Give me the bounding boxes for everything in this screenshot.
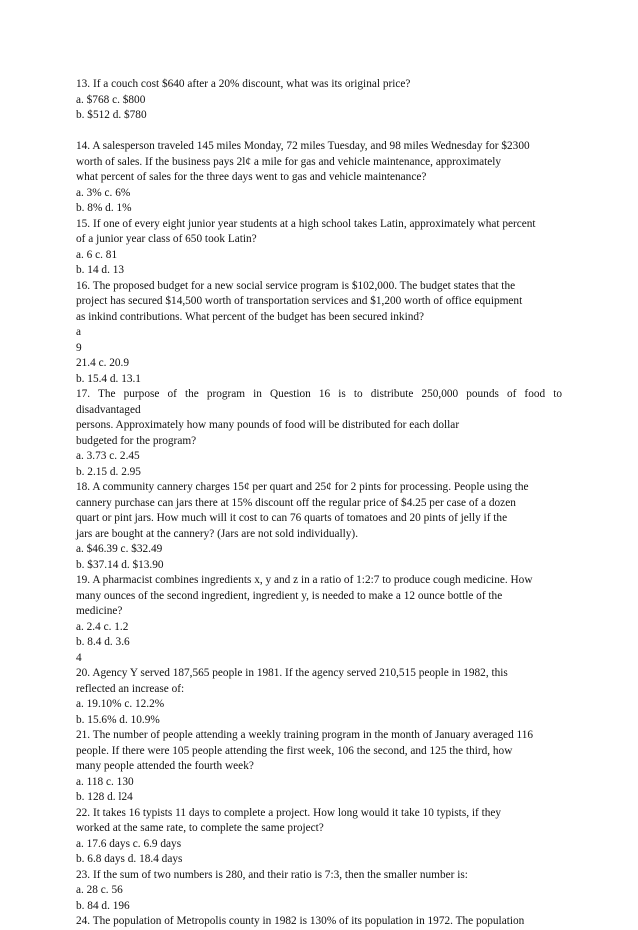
- text-line: 9: [76, 341, 82, 354]
- text-line: 24. The population of Metropolis county in 1982 is 130% of its population in 1972. The population: [76, 915, 525, 927]
- answer-options: b. 15.6% d. 10.9%: [76, 713, 160, 726]
- text-line: worked at the same rate, to complete the same project?: [76, 822, 324, 834]
- document-text: [76, 77, 562, 930]
- text-line: budgeted for the program?: [76, 434, 197, 447]
- blank-line: [76, 124, 562, 140]
- text-line: 16. The proposed budget for a new social service program is $102,000. The budget states that the: [76, 279, 516, 292]
- answer-options: a. 3% c. 6%: [76, 186, 131, 199]
- answer-options: a. $768 c. $800: [76, 93, 146, 106]
- text-line: 20. Agency Y served 187,565 people in 1981. If the agency served 210,515 people in 1982, this: [76, 667, 508, 679]
- answer-options: a. 6 c. 81: [76, 248, 118, 261]
- text-line: 18. A community cannery charges 15¢ per quart and 25¢ for 2 pints for processing. People using the: [76, 481, 529, 493]
- answer-options: a. 2.4 c. 1.2: [76, 620, 129, 633]
- text-line: 22. It takes 16 typists 11 days to complete a project. How long would it take 10 typists, if they: [76, 806, 502, 819]
- answer-options: a. $46.39 c. $32.49: [76, 543, 163, 555]
- text-line: people. If there were 105 people attending the first week, 106 the second, and 125 the third, how: [76, 744, 513, 757]
- answer-options: b. 6.8 days d. 18.4 days: [76, 853, 183, 865]
- text-line: worth of sales. If the business pays 2l¢ a mile for gas and vehicle maintenance, approximately: [76, 155, 502, 168]
- answer-options: b. 15.4 d. 13.1: [76, 372, 141, 385]
- text-line: 17. The purpose of the program in Question 16 is to distribute 250,000 pounds of food to: [76, 388, 562, 400]
- text-line: quart or pint jars. How much will it cost to can 76 quarts of tomatoes and 20 pints of jelly if the: [76, 512, 508, 524]
- text-line: many people attended the fourth week?: [76, 760, 254, 772]
- text-line: 14. A salesperson traveled 145 miles Monday, 72 miles Tuesday, and 98 miles Wednesday for $2300: [76, 140, 530, 152]
- answer-options: a. 118 c. 130: [76, 775, 134, 788]
- text-line: reflected an increase of:: [76, 682, 185, 695]
- text-line: cannery purchase can jars there at 15% discount off the regular price of $4.25 per case of a dozen: [76, 496, 516, 509]
- answer-options: a. 17.6 days c. 6.9 days: [76, 837, 182, 850]
- text-line: persons. Approximately how many pounds of food will be distributed for each dollar: [76, 419, 460, 431]
- text-line: of a junior year class of 650 took Latin?: [76, 233, 257, 245]
- text-line: 19. A pharmacist combines ingredients x, y and z in a ratio of 1:2:7 to produce cough medicine. How: [76, 574, 533, 586]
- text-line: 15. If one of every eight junior year students at a high school takes Latin, approximately what percent: [76, 217, 536, 230]
- text-line: a: [76, 326, 82, 338]
- answer-options: a. 28 c. 56: [76, 884, 123, 896]
- answer-options: a. 3.73 c. 2.45: [76, 450, 140, 462]
- answer-options: 21.4 c. 20.9: [76, 357, 130, 369]
- text-line: 13. If a couch cost $640 after a 20% discount, what was its original price?: [76, 78, 411, 90]
- text-line: disadvantaged: [76, 403, 141, 416]
- answer-options: b. $512 d. $780: [76, 109, 147, 121]
- text-line: 21. The number of people attending a weekly training program in the month of January averaged 116: [76, 729, 534, 741]
- text-line: 23. If the sum of two numbers is 280, and their ratio is 7:3, then the smaller number is:: [76, 868, 468, 881]
- text-line: 4: [76, 651, 82, 664]
- answer-options: b. 8% d. 1%: [76, 202, 132, 214]
- text-line: project has secured $14,500 worth of transportation services and $1,200 worth of office equipment: [76, 295, 523, 307]
- text-line: what percent of sales for the three days went to gas and vehicle maintenance?: [76, 171, 427, 183]
- answer-options: b. 128 d. l24: [76, 791, 133, 803]
- text-line: jars are bought at the cannery? (Jars are not sold individually).: [76, 527, 359, 540]
- answer-options: b. $37.14 d. $13.90: [76, 558, 164, 571]
- answer-options: b. 8.4 d. 3.6: [76, 636, 130, 648]
- text-line: as inkind contributions. What percent of the budget has been secured inkind?: [76, 310, 425, 323]
- answer-options: b. 84 d. 196: [76, 899, 130, 912]
- answer-options: a. 19.10% c. 12.2%: [76, 698, 165, 710]
- answer-options: b. 14 d. 13: [76, 264, 125, 276]
- text-line: many ounces of the second ingredient, ingredient y, is needed to make a 12 ounce bottle of the: [76, 589, 503, 602]
- answer-options: b. 2.15 d. 2.95: [76, 465, 141, 478]
- text-line: medicine?: [76, 605, 123, 617]
